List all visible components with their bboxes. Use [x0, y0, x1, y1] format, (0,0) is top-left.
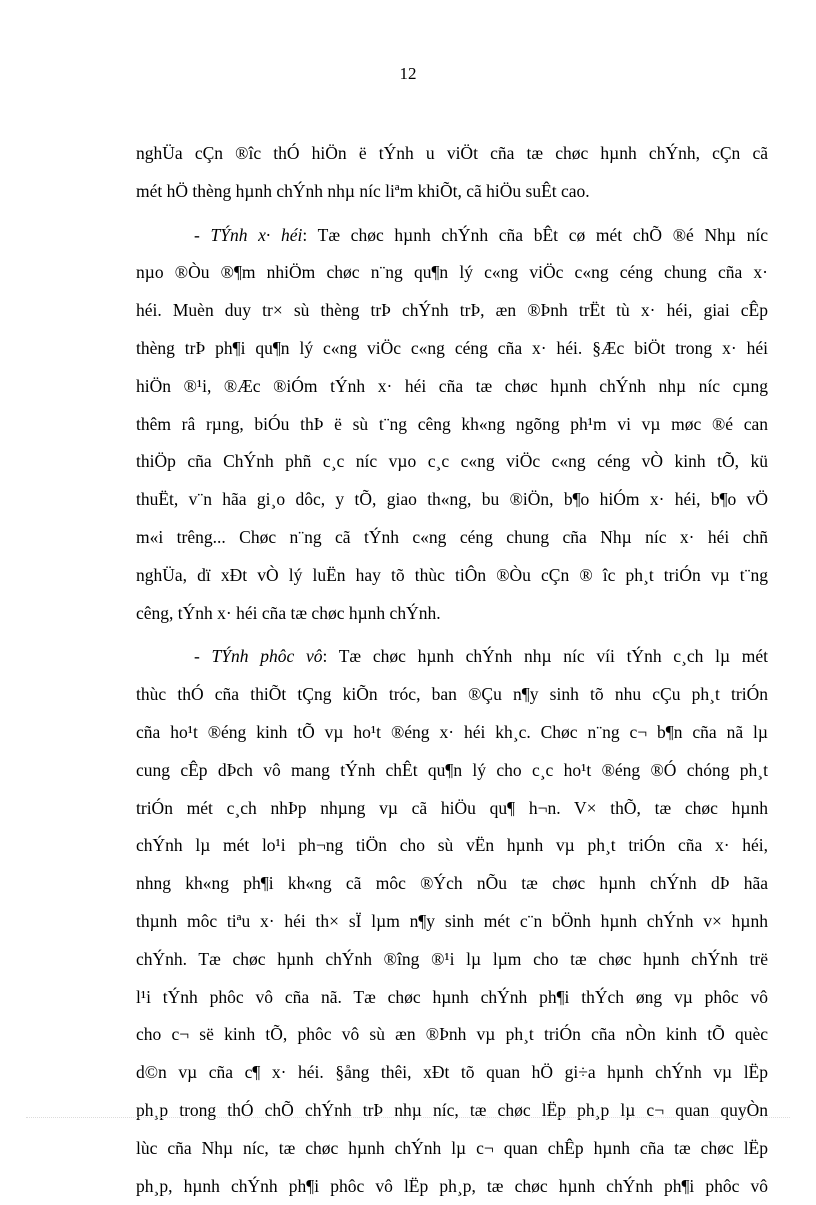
page-bottom-border: [26, 1117, 790, 1118]
text-segment: : Tæ chøc hµnh chÝnh nhµ níc víi tÝnh c¸ch lµ mét: [322, 646, 768, 667]
body-text: [136, 135, 768, 1205]
paragraph-first-line: - TÝnh phôc vô: Tæ chøc hµnh chÝnh nhµ níc víi tÝnh c¸ch lµ mét: [194, 646, 768, 667]
text-line: l¹i tÝnh phôc vô cña nã. Tæ chøc hµnh chÝnh ph¶i thÝch øng vµ phôc vô: [136, 986, 768, 1007]
text-line: thèng trÞ ph¶i qu¶n lý c«ng viÖc c«ng céng cña x· héi. §Æc biÖt trong x· héi: [136, 337, 768, 358]
text-line: m«i trêng... Chøc n¨ng cã tÝnh c«ng céng chung cña Nhµ níc x· héi chñ: [136, 526, 768, 547]
text-line: thiÖp cña ChÝnh phñ c¸c níc vµo c¸c c«ng viÖc c«ng céng vÒ kinh tÕ, kü: [136, 451, 768, 472]
text-line: thùc thÓ cña thiÕt tÇng kiÕn tróc, ban ®Çu n¶y sinh tõ nhu cÇu ph¸t triÓn: [136, 684, 768, 705]
paragraph-3: [136, 638, 768, 1205]
text-line: cña ho¹t ®éng kinh tÕ vµ ho¹t ®éng x· héi kh¸c. Chøc n¨ng c¬ b¶n cña nã lµ: [136, 721, 768, 742]
page-number: 12: [399, 64, 417, 83]
text-line: ph¸p trong thÓ chÕ chÝnh trÞ nhµ níc, tæ chøc lËp ph¸p lµ c¬ quan quyÒn: [136, 1099, 768, 1120]
paragraph-lines: [136, 676, 768, 1205]
term-label: TÝnh phôc vô: [211, 646, 323, 667]
paragraph-first-line: - TÝnh x· héi: Tæ chøc hµnh chÝnh cña bÊt cø mét chÕ ®é Nhµ níc: [194, 224, 768, 245]
text-line: ph¸p, hµnh chÝnh ph¶i phôc vô lËp ph¸p, tæ chøc hµnh chÝnh ph¶i phôc vô: [136, 1175, 768, 1196]
text-line: nµo ®Òu ®¶m nhiÖm chøc n¨ng qu¶n lý c«ng viÖc c«ng céng chung cña x·: [136, 262, 768, 283]
text-line: cêng, tÝnh x· héi cña tæ chøc hµnh chÝnh.: [136, 602, 441, 623]
text-line: nghÜa cÇn ®îc thÓ hiÖn ë tÝnh u viÖt cña tæ chøc hµnh chÝnh, cÇn cã: [136, 143, 768, 163]
text-line: héi. Muèn duy tr× sù thèng trÞ chÝnh trÞ, æn ®Þnh trËt tù x· héi, giai cÊp: [136, 300, 768, 321]
text-line: thuËt, v¨n hãa gi¸o dôc, y tÕ, giao th«ng, bu ®iÖn, b¶o hiÓm x· héi, b¶o vÖ: [136, 489, 768, 510]
text-line: triÓn mét c¸ch nhÞp nhµng vµ cã hiÖu qu¶ h¬n. V× thÕ, tæ chøc hµnh: [136, 797, 768, 818]
text-line: hiÖn ®¹i, ®Æc ®iÓm tÝnh x· héi cña tæ chøc hµnh chÝnh nhµ níc cµng: [136, 375, 768, 396]
text-line: thµnh môc tiªu x· héi th× sÏ lµm n¶y sinh mét c¨n bÖnh hµnh chÝnh v× hµnh: [136, 910, 768, 931]
text-line: d©n vµ cña c¶ x· héi. §ång thêi, xÐt tõ quan hÖ gi÷a hµnh chÝnh vµ lËp: [136, 1062, 768, 1083]
text-line: thêm râ rµng, biÓu thÞ ë sù t¨ng cêng kh«ng ngõng ph¹m vi vµ møc ®é can: [136, 413, 768, 434]
text-segment: : Tæ chøc hµnh chÝnh cña bÊt cø mét chÕ ®é Nhµ níc: [302, 224, 768, 245]
paragraph-1: [136, 135, 768, 211]
text-line: cung cÊp dÞch vô mang tÝnh chÊt qu¶n lý cho c¸c ho¹t ®éng ®Ó chóng ph¸t: [136, 759, 768, 780]
text-line: chÝnh. Tæ chøc hµnh chÝnh ®îng ®¹i lµ lµm cho tæ chøc hµnh chÝnh trë: [136, 948, 768, 969]
paragraph-2: [136, 217, 768, 633]
text-line: nhng kh«ng ph¶i kh«ng cã môc ®Ých nÕu tæ chøc hµnh chÝnh dÞ hãa: [136, 873, 768, 894]
term-label: TÝnh x· héi: [210, 224, 303, 245]
text-line: chÝnh lµ mét lo¹i ph¬ng tiÖn cho sù vËn hµnh vµ ph¸t triÓn cña x· héi,: [136, 835, 768, 856]
text-line: lùc cña Nhµ níc, tæ chøc hµnh chÝnh lµ c¬ quan chÊp hµnh cña tæ chøc lËp: [136, 1137, 768, 1158]
text-line: cho c¬ së kinh tÕ, phôc vô sù æn ®Þnh vµ ph¸t triÓn cña nÒn kinh tÕ quèc: [136, 1024, 768, 1045]
paragraph-lines: [136, 254, 768, 632]
text-line: mét hÖ thèng hµnh chÝnh nhµ níc liªm khiÕt, cã hiÖu suÊt cao.: [136, 180, 590, 201]
text-line: nghÜa, dï xÐt vÒ lý luËn hay tõ thùc tiÔn ®Òu cÇn ® îc ph¸t triÓn vµ t¨ng: [136, 564, 768, 585]
